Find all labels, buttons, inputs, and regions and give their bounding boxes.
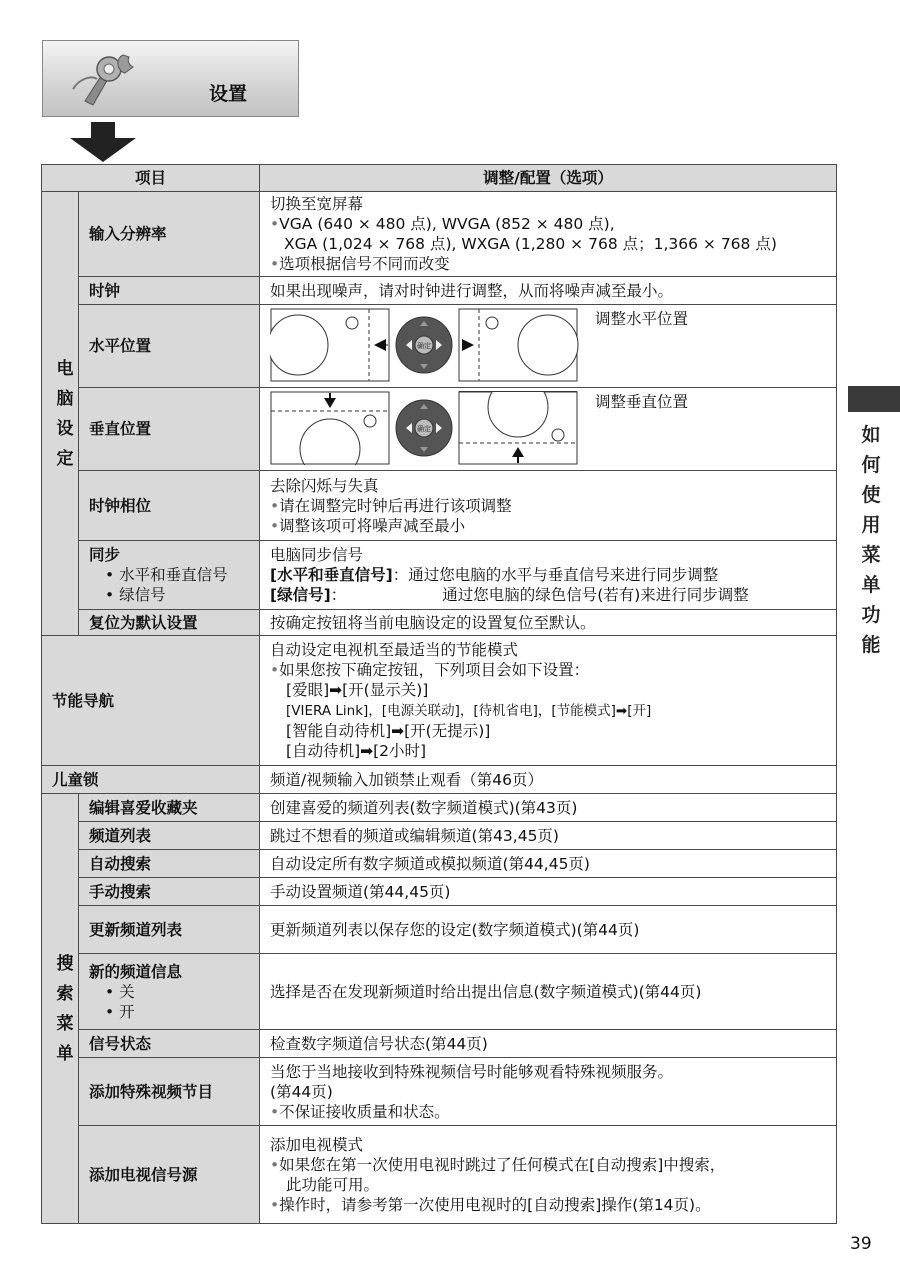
column-header-item: 项目	[42, 165, 260, 192]
desc-reset-defaults: 按确定按钮将当前电脑设定的设置复位至默认。	[260, 610, 837, 636]
desc-new-channel-message: 选择是否在发现新频道时给出提出信息(数字频道模式)(第44页)	[260, 954, 837, 1030]
desc-v-position	[260, 388, 837, 471]
item-edit-favourites: 编辑喜爱收藏夹	[79, 794, 260, 822]
desc-add-tv-signal: 添加电视模式 •如果您在第一次使用电视时跳过了任何模式在[自动搜索]中搜索， 此功能可用。 •操作时，请参考第一次使用电视时的[自动搜索]操作(第14页)。	[260, 1126, 837, 1224]
table-row	[42, 541, 837, 610]
desc-update-channel-list: 更新频道列表以保存您的设定(数字频道模式)(第44页)	[260, 906, 837, 954]
section-title: 设置	[209, 83, 248, 105]
ok-button-label: 确定	[417, 425, 432, 433]
table-row	[42, 906, 837, 954]
item-reset-defaults: 复位为默认设置	[79, 610, 260, 636]
down-arrow-icon	[70, 122, 136, 162]
v-position-caption: 调整垂直位置	[595, 393, 689, 411]
table-row	[42, 1126, 837, 1224]
page-number: 39	[850, 1234, 872, 1254]
table-row	[42, 794, 837, 822]
item-auto-tuning: 自动搜索	[79, 850, 260, 878]
table-row	[42, 850, 837, 878]
group-label-tuning-menu: 搜 索 菜 单	[42, 794, 79, 1224]
item-clock-phase: 时钟相位	[79, 471, 260, 541]
item-input-resolution: 输入分辨率	[79, 192, 260, 277]
table-row	[42, 766, 837, 794]
table-row	[42, 305, 837, 388]
item-add-tv-signal: 添加电视信号源	[79, 1126, 260, 1224]
side-tab-marker	[848, 386, 900, 412]
table-row	[42, 878, 837, 906]
item-child-lock: 儿童锁	[42, 766, 260, 794]
desc-clock: 如果出现噪声，请对时钟进行调整，从而将噪声减至最小。	[260, 277, 837, 305]
table-row	[42, 277, 837, 305]
table-header-row	[42, 165, 837, 192]
table-row	[42, 822, 837, 850]
desc-sync: 电脑同步信号 [水平和垂直信号]：通过您电脑的水平与垂直信号来进行同步调整 [绿信号]： 通过您电脑的绿色信号(若有)来进行同步调整	[260, 541, 837, 610]
desc-h-position	[260, 305, 837, 388]
table-row	[42, 192, 837, 277]
v-position-diagram	[270, 391, 580, 467]
desc-channel-list: 跳过不想看的频道或编辑频道(第43,45页)	[260, 822, 837, 850]
wrench-settings-icon	[63, 49, 143, 109]
desc-signal-condition: 检查数字频道信号状态(第44页)	[260, 1030, 837, 1058]
desc-add-special-video: 当您于当地接收到特殊视频信号时能够观看特殊视频服务。 (第44页) •不保证接收质量和状态。	[260, 1058, 837, 1126]
desc-edit-favourites: 创建喜爱的频道列表(数字频道模式)(第43页)	[260, 794, 837, 822]
column-header-adjust: 调整/配置（选项）	[260, 165, 837, 192]
desc-input-resolution: 切换至宽屏幕 •VGA (640 × 480 点), WVGA (852 × 480 点), XGA (1,024 × 768 点), WXGA (1,280 × 768 点；1,366 × 768 点) •选项根据信号不同而改变	[260, 192, 837, 277]
table-row	[42, 471, 837, 541]
item-add-special-video: 添加特殊视频节目	[79, 1058, 260, 1126]
desc-child-lock: 频道/视频输入加锁禁止观看（第46页）	[260, 766, 837, 794]
table-row	[42, 610, 837, 636]
item-h-position: 水平位置	[79, 305, 260, 388]
item-signal-condition: 信号状态	[79, 1030, 260, 1058]
item-manual-tuning: 手动搜索	[79, 878, 260, 906]
table-row	[42, 1030, 837, 1058]
ok-button-label: 确定	[417, 342, 432, 350]
h-position-caption: 调整水平位置	[595, 310, 689, 328]
table-row	[42, 1058, 837, 1126]
desc-auto-tuning: 自动设定所有数字频道或模拟频道(第44,45页)	[260, 850, 837, 878]
section-header	[42, 40, 299, 117]
item-clock: 时钟	[79, 277, 260, 305]
side-tab-label: 如 何 使 用 菜 单 功 能	[861, 424, 881, 656]
table-row	[42, 388, 837, 471]
table-row	[42, 954, 837, 1030]
desc-eco-navigation: 自动设定电视机至最适当的节能模式 •如果您按下确定按钮，下列项目会如下设置： [爱眼]➡[开(显示关)] [VIERA Link]，[电源关联动]，[待机省电]，[节能模式]➡[开] [智能自动待机]➡[开(无提示)] [自动待机]➡[2小时]	[260, 636, 837, 766]
item-channel-list: 频道列表	[79, 822, 260, 850]
desc-manual-tuning: 手动设置频道(第44,45页)	[260, 878, 837, 906]
item-sync: 同步 • 水平和垂直信号 • 绿信号	[79, 541, 260, 610]
item-update-channel-list: 更新频道列表	[79, 906, 260, 954]
desc-clock-phase: 去除闪烁与失真 •请在调整完时钟后再进行该项调整 •调整该项可将噪声减至最小	[260, 471, 837, 541]
item-eco-navigation: 节能导航	[42, 636, 260, 766]
item-v-position: 垂直位置	[79, 388, 260, 471]
item-new-channel-message: 新的频道信息 • 关 • 开	[79, 954, 260, 1030]
group-label-pc-setup: 电 脑 设 定	[42, 192, 79, 636]
table-row	[42, 636, 837, 766]
h-position-diagram	[270, 308, 580, 384]
settings-table	[41, 164, 837, 1224]
